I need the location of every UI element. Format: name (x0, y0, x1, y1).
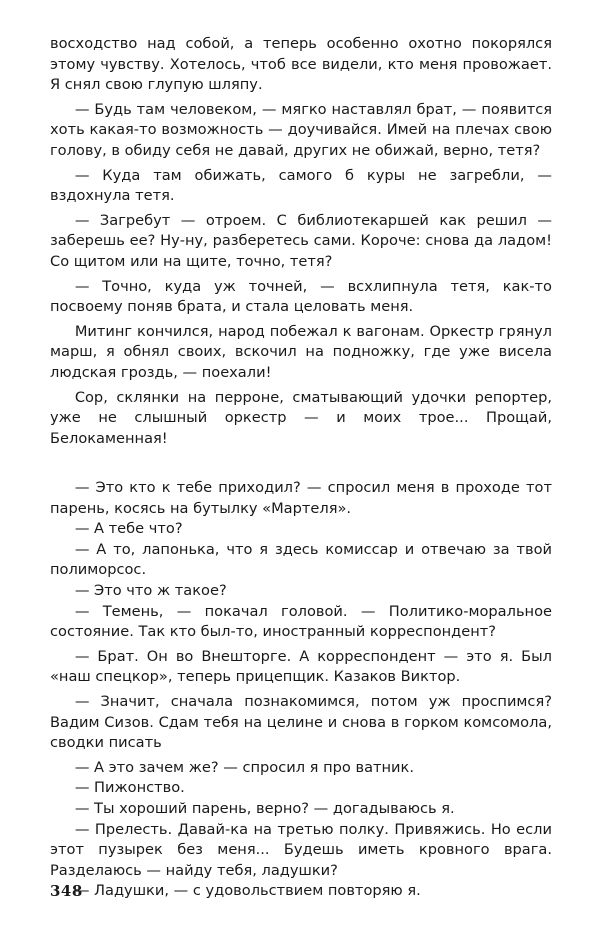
paragraph: — Это кто к тебе приходил? — спросил меня в проходе тот парень, косясь на бутылку «Мартеля». (50, 479, 552, 517)
paragraph: — А тебе что? (74, 520, 183, 538)
paragraph: — Значит, сначала познакомимся, потом уж проспимся? Вадим Сизов. Сдам тебя на целине и снова в горком комсомола, сводки писать (50, 692, 552, 752)
paragraph: — Будь там человеком, — мягко наставлял брат, — появится хоть какая-то возможность — доучивайся. Имей на плечах свою голову, в обиду себя не давай, других не обижай, верно, тетя? (50, 100, 552, 159)
paragraph: Сор, склянки на перроне, сматывающий удочки репортер, уже не слышный оркестр — и моих трое... Прощай, Белокаменная! (50, 388, 552, 447)
paragraph: — Брат. Он во Внешторге. А корреспондент — это я. Был «наш спецкор», теперь прицепщик. Казаков Виктор. (50, 647, 552, 686)
paragraph: — Это что ж такое? (74, 581, 227, 599)
paragraph: — Ты хороший парень, верно? — догадываюсь я. (74, 799, 455, 817)
paragraph: — Куда там обижать, самого б куры не загребли, — вздохнула тетя. (50, 166, 552, 205)
text-block-bottom (50, 478, 552, 902)
page-number: 348 (50, 882, 83, 900)
paragraph: восходство над собой, а теперь особенно охотно покорялся этому чувству. Хотелось, чтоб все видели, кто меня провожает. Я снял свою глупую шляпу. (50, 35, 552, 94)
paragraph: — А то, лапонька, что я здесь комиссар и отвечаю за твой полиморсос. (50, 540, 552, 579)
paragraph: — А это зачем же? — спросил я про ватник. (74, 758, 414, 776)
paragraph: — Загребут — отроем. С библиотекаршей как решил — заберешь ее? Ну-ну, разберетесь сами. Короче: снова да ладом! Со щитом или на щите, точно, тетя? (50, 211, 552, 270)
paragraph: — Пижонство. (74, 779, 185, 797)
text-block-top (50, 34, 552, 449)
paragraph: — Точно, куда уж точней, — всхлипнула тетя, как-то посвоему поняв брата, и стала целовать меня. (50, 277, 552, 316)
paragraph: — Ладушки, — с удовольствием повторяю я. (74, 882, 421, 900)
paragraph: Митинг кончился, народ побежал к вагонам. Оркестр грянул марш, я обнял своих, вскочил на подножку, где уже висела людская гроздь, — поехали! (50, 322, 552, 381)
paragraph: — Темень, — покачал головой. — Политико-моральное состояние. Так кто был-то, иностранный корреспондент? (50, 602, 552, 641)
paragraph: — Прелесть. Давай-ка на третью полку. Привяжись. Но если этот пузырек без меня... Будешь иметь кровного врага. Разделаюсь — найду тебя, ладушки? (50, 820, 552, 879)
